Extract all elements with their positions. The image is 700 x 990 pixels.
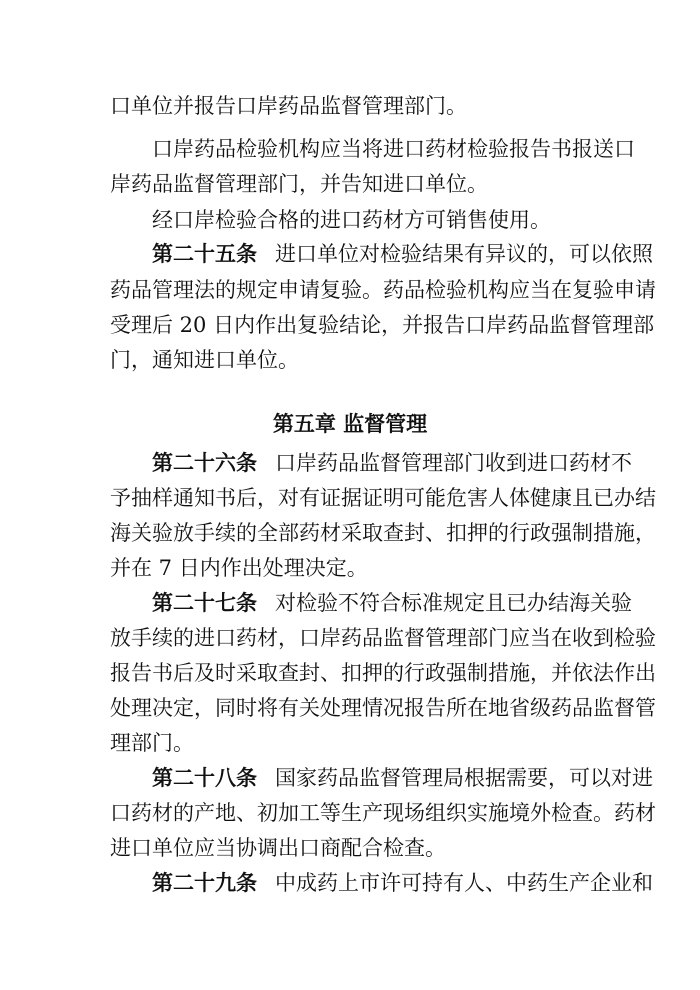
- text-line: 中成药上市许可持有人、中药生产企业和: [275, 871, 653, 895]
- article-label: 第二十五条: [152, 241, 257, 266]
- text-line: 理部门。: [110, 731, 194, 755]
- article-label: 第二十八条: [152, 765, 257, 790]
- chapter-heading: 第五章 监督管理: [272, 411, 428, 436]
- text-line: 岸药品监督管理部门，并告知进口单位。: [110, 172, 488, 196]
- text-line: 门，通知进口单位。: [110, 348, 299, 372]
- article-25-first-line: [152, 240, 653, 268]
- text-line: 海关验放手续的全部药材采取查封、扣押的行政强制措施，: [110, 521, 656, 545]
- text-line: 口药材的产地、初加工等生产现场组织实施境外检查。药材: [110, 801, 656, 825]
- article-label: 第二十六条: [152, 450, 257, 475]
- text-line: 口岸药品监督管理部门收到进口药材不: [275, 451, 632, 475]
- text-line: 进口单位应当协调出口商配合检查。: [110, 836, 446, 860]
- text-line: 对检验不符合标准规定且已办结海关验: [275, 591, 632, 615]
- text-line: 放手续的进口药材，口岸药品监督管理部门应当在收到检验: [110, 626, 656, 650]
- text-line: 经口岸检验合格的进口药材方可销售使用。: [152, 208, 551, 232]
- article-26-first-line: [152, 449, 632, 477]
- text-line: 药品管理法的规定申请复验。药品检验机构应当在复验申请: [110, 278, 656, 302]
- text-line: 报告书后及时采取查封、扣押的行政强制措施，并依法作出: [110, 661, 656, 685]
- text-line: 口单位并报告口岸药品监督管理部门。: [110, 94, 467, 118]
- text-line: 口岸药品检验机构应当将进口药材检验报告书报送口: [152, 137, 635, 161]
- text-line: 受理后 20 日内作出复验结论，并报告口岸药品监督管理部: [110, 313, 655, 337]
- article-label: 第二十七条: [152, 590, 257, 615]
- article-29-first-line: [152, 869, 653, 897]
- text-line: 处理决定，同时将有关处理情况报告所在地省级药品监督管: [110, 696, 656, 720]
- article-27-first-line: [152, 589, 632, 617]
- text-line: 进口单位对检验结果有异议的，可以依照: [275, 242, 653, 266]
- text-line: 国家药品监督管理局根据需要，可以对进: [275, 766, 653, 790]
- text-line: 予抽样通知书后，对有证据证明可能危害人体健康且已办结: [110, 486, 656, 510]
- text-line: 并在 7 日内作出处理决定。: [110, 556, 368, 580]
- article-label: 第二十九条: [152, 870, 257, 895]
- article-28-first-line: [152, 764, 653, 792]
